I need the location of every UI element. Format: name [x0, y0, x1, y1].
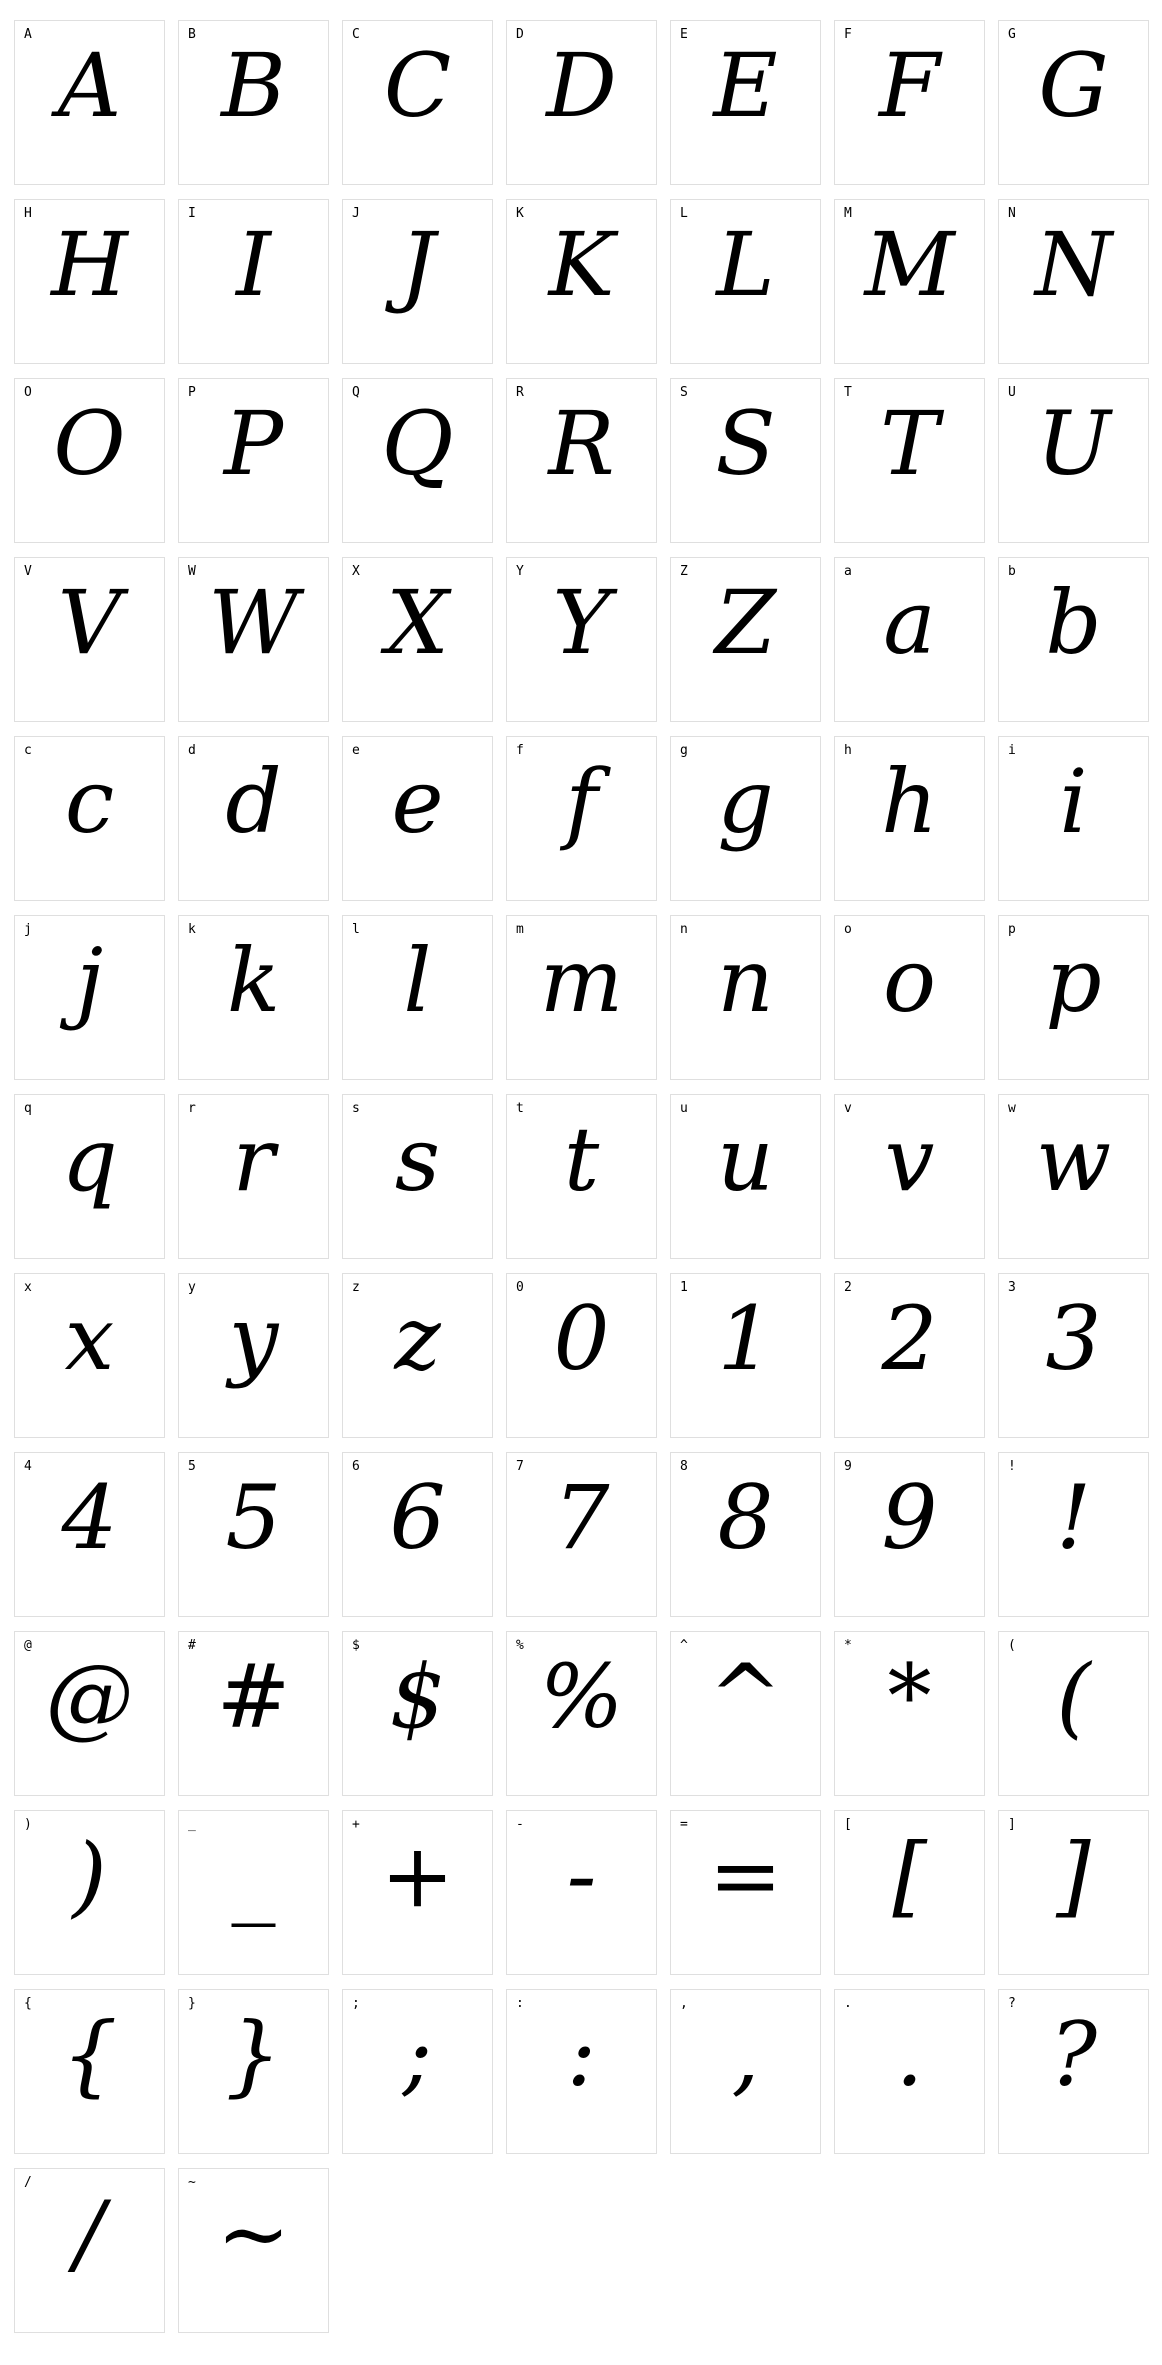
glyph: m [539, 929, 624, 1032]
glyph-cell [14, 736, 165, 901]
glyph: 1 [717, 1287, 774, 1390]
glyph-cell [342, 736, 493, 901]
glyph-label: z [352, 1280, 360, 1295]
glyph: ! [1055, 1466, 1092, 1569]
glyph-label: b [1008, 564, 1016, 579]
glyph-label: L [680, 206, 688, 221]
glyph: c [64, 750, 115, 853]
glyph: D [546, 34, 617, 137]
glyph-label: } [188, 1996, 196, 2011]
glyph-label: m [516, 922, 524, 937]
glyph-label: e [352, 743, 360, 758]
glyph: U [1036, 392, 1111, 495]
glyph-cell [342, 20, 493, 185]
glyph-label: s [352, 1101, 360, 1116]
glyph-cell [506, 736, 657, 901]
glyph: Z [714, 571, 777, 674]
glyph-cell [178, 915, 329, 1080]
glyph-cell [506, 1989, 657, 2154]
glyph-cell [178, 557, 329, 722]
glyph-cell [834, 199, 985, 364]
glyph: a [883, 571, 936, 674]
glyph-label: S [680, 385, 688, 400]
glyph-label: 7 [516, 1459, 524, 1474]
glyph-cell [834, 1094, 985, 1259]
glyph-cell [14, 1273, 165, 1438]
glyph: N [1035, 213, 1112, 316]
glyph-label: # [188, 1638, 196, 1653]
glyph-label: k [188, 922, 196, 937]
glyph-label: ! [1008, 1459, 1016, 1474]
glyph: ] [1056, 1824, 1091, 1927]
glyph: 9 [881, 1466, 938, 1569]
glyph: } [225, 2003, 282, 2106]
glyph: * [887, 1645, 932, 1748]
glyph: T [880, 392, 939, 495]
glyph: h [881, 750, 938, 853]
glyph-label: C [352, 27, 360, 42]
glyph: d [225, 750, 282, 853]
glyph-label: p [1008, 922, 1016, 937]
glyph-cell [998, 1631, 1149, 1796]
glyph-cell [14, 1989, 165, 2154]
glyph: A [57, 34, 122, 137]
glyph-label: 5 [188, 1459, 196, 1474]
glyph-label: T [844, 385, 852, 400]
glyph-cell [342, 1989, 493, 2154]
glyph-label: h [844, 743, 852, 758]
glyph-label: 6 [352, 1459, 360, 1474]
glyph-cell [834, 1989, 985, 2154]
glyph-label: Z [680, 564, 688, 579]
glyph-cell [998, 20, 1149, 185]
glyph-cell [342, 1452, 493, 1617]
glyph-label: H [24, 206, 32, 221]
glyph-label: { [24, 1996, 32, 2011]
glyph: b [1045, 571, 1102, 674]
glyph: 0 [553, 1287, 610, 1390]
glyph: p [1045, 929, 1102, 1032]
glyph-label: j [24, 922, 32, 937]
glyph-cell [998, 1989, 1149, 2154]
glyph-cell [342, 1810, 493, 1975]
glyph-label: . [844, 1996, 852, 2011]
glyph: s [394, 1108, 441, 1211]
glyph-cell [998, 1273, 1149, 1438]
glyph-cell [506, 1094, 657, 1259]
glyph-cell [178, 199, 329, 364]
glyph-cell [14, 378, 165, 543]
glyph: ; [402, 2003, 433, 2106]
glyph: l [403, 929, 432, 1032]
glyph: @ [45, 1645, 134, 1748]
glyph-cell [342, 1631, 493, 1796]
glyph-cell [834, 1452, 985, 1617]
glyph-label: A [24, 27, 32, 42]
glyph-label: W [188, 564, 196, 579]
glyph-label: : [516, 1996, 524, 2011]
glyph-cell [670, 557, 821, 722]
glyph-cell [834, 1810, 985, 1975]
glyph-label: 9 [844, 1459, 852, 1474]
glyph-cell [178, 1989, 329, 2154]
glyph: L [716, 213, 775, 316]
glyph: F [878, 34, 941, 137]
glyph: w [1035, 1108, 1112, 1211]
glyph-cell [506, 1273, 657, 1438]
glyph-cell [998, 915, 1149, 1080]
glyph-label: R [516, 385, 524, 400]
glyph-cell [670, 915, 821, 1080]
glyph: / [74, 2182, 105, 2285]
glyph-cell [178, 736, 329, 901]
glyph-cell [834, 736, 985, 901]
glyph-cell [178, 1094, 329, 1259]
glyph: O [53, 392, 126, 495]
glyph-label: V [24, 564, 32, 579]
glyph-cell [178, 1631, 329, 1796]
glyph-cell [506, 557, 657, 722]
glyph: G [1038, 34, 1109, 137]
glyph-label: , [680, 1996, 688, 2011]
glyph-cell [834, 557, 985, 722]
glyph-cell [178, 1273, 329, 1438]
glyph-cell [506, 1631, 657, 1796]
glyph: z [394, 1287, 441, 1390]
glyph: i [1059, 750, 1088, 853]
glyph-label: Q [352, 385, 360, 400]
glyph: n [717, 929, 774, 1032]
glyph-cell [342, 915, 493, 1080]
glyph-cell [14, 1094, 165, 1259]
glyph: P [223, 392, 284, 495]
glyph: # [216, 1645, 291, 1748]
glyph: , [731, 2003, 760, 2106]
glyph: J [399, 213, 436, 316]
glyph-label: ^ [680, 1638, 688, 1653]
glyph: k [226, 929, 281, 1032]
glyph-label: t [516, 1101, 524, 1116]
glyph: 8 [717, 1466, 774, 1569]
glyph-label: a [844, 564, 852, 579]
glyph-label: ~ [188, 2175, 196, 2190]
glyph: x [64, 1287, 115, 1390]
glyph-cell [506, 199, 657, 364]
glyph-label: r [188, 1101, 196, 1116]
glyph-cell [342, 1094, 493, 1259]
glyph-cell [670, 1810, 821, 1975]
glyph-label: B [188, 27, 196, 42]
glyph: f [565, 750, 598, 853]
glyph: _ [231, 1824, 276, 1927]
glyph-cell [342, 199, 493, 364]
glyph: 7 [553, 1466, 610, 1569]
glyph-label: 1 [680, 1280, 688, 1295]
glyph-cell [178, 1452, 329, 1617]
glyph-label: o [844, 922, 852, 937]
glyph-cell [342, 1273, 493, 1438]
glyph: j [75, 929, 104, 1032]
glyph-label: 2 [844, 1280, 852, 1295]
glyph: X [386, 571, 449, 674]
glyph: 2 [881, 1287, 938, 1390]
glyph-label: u [680, 1101, 688, 1116]
glyph-cell [670, 736, 821, 901]
glyph-cell [14, 20, 165, 185]
glyph-label: X [352, 564, 360, 579]
glyph-cell [506, 378, 657, 543]
glyph-label: G [1008, 27, 1016, 42]
glyph-cell [670, 199, 821, 364]
glyph-cell [342, 378, 493, 543]
glyph: ( [1056, 1645, 1091, 1748]
glyph: : [566, 2003, 597, 2106]
glyph-cell [998, 557, 1149, 722]
glyph-cell [670, 378, 821, 543]
glyph: H [51, 213, 128, 316]
glyph: q [61, 1108, 118, 1211]
glyph-label: 3 [1008, 1280, 1016, 1295]
glyph-cell [14, 557, 165, 722]
glyph-label: x [24, 1280, 32, 1295]
glyph-cell [998, 736, 1149, 901]
glyph-label: l [352, 922, 360, 937]
glyph-label: w [1008, 1101, 1016, 1116]
glyph-cell [670, 20, 821, 185]
glyph-label: _ [188, 1817, 196, 1832]
glyph-cell [670, 1989, 821, 2154]
glyph: t [563, 1108, 600, 1211]
glyph: I [236, 213, 271, 316]
glyph-cell [178, 2168, 329, 2333]
glyph: [ [892, 1824, 927, 1927]
glyph-cell [998, 1094, 1149, 1259]
glyph: S [715, 392, 776, 495]
glyph-label: ( [1008, 1638, 1016, 1653]
glyph-label: I [188, 206, 196, 221]
glyph-label: + [352, 1817, 360, 1832]
glyph-label: v [844, 1101, 852, 1116]
glyph-cell [998, 378, 1149, 543]
glyph-label: M [844, 206, 852, 221]
glyph-cell [670, 1452, 821, 1617]
glyph-label: c [24, 743, 32, 758]
glyph: u [717, 1108, 774, 1211]
glyph-cell [998, 1810, 1149, 1975]
glyph-cell [998, 1452, 1149, 1617]
glyph: 3 [1045, 1287, 1102, 1390]
glyph-label: D [516, 27, 524, 42]
glyph: { [61, 2003, 118, 2106]
glyph-label: O [24, 385, 32, 400]
glyph-cell [14, 1631, 165, 1796]
glyph: r [232, 1108, 275, 1211]
glyph-cell [14, 1452, 165, 1617]
glyph-label: 0 [516, 1280, 524, 1295]
glyph: M [864, 213, 955, 316]
glyph-cell [670, 1273, 821, 1438]
glyph-label: * [844, 1638, 852, 1653]
glyph-label: E [680, 27, 688, 42]
glyph: . [895, 2003, 924, 2106]
glyph: v [884, 1108, 935, 1211]
glyph: - [566, 1824, 597, 1927]
glyph-label: % [516, 1638, 524, 1653]
glyph: 6 [389, 1466, 446, 1569]
glyph-label: f [516, 743, 524, 758]
glyph-label: ; [352, 1996, 360, 2011]
glyph: ? [1049, 2003, 1098, 2106]
glyph-cell [670, 1094, 821, 1259]
glyph-cell [506, 915, 657, 1080]
glyph-label: 8 [680, 1459, 688, 1474]
glyph-cell [506, 1452, 657, 1617]
glyph: 4 [61, 1466, 118, 1569]
glyph: e [391, 750, 444, 853]
glyph-label: @ [24, 1638, 32, 1653]
glyph-label: i [1008, 743, 1016, 758]
glyph-cell [506, 1810, 657, 1975]
glyph-label: / [24, 2175, 32, 2190]
glyph: g [717, 750, 774, 853]
glyph-label: P [188, 385, 196, 400]
glyph: E [713, 34, 778, 137]
glyph-cell [834, 378, 985, 543]
glyph-cell [834, 1631, 985, 1796]
glyph-label: - [516, 1817, 524, 1832]
glyph-label: ) [24, 1817, 32, 1832]
glyph: 5 [225, 1466, 282, 1569]
glyph-cell [14, 1810, 165, 1975]
glyph-cell [178, 20, 329, 185]
glyph-label: q [24, 1101, 32, 1116]
glyph: Y [552, 571, 611, 674]
glyph-cell [506, 20, 657, 185]
glyph: W [208, 571, 299, 674]
glyph: % [539, 1645, 624, 1748]
glyph-label: ] [1008, 1817, 1016, 1832]
glyph-cell [14, 915, 165, 1080]
glyph-label: ? [1008, 1996, 1016, 2011]
glyph-label: N [1008, 206, 1016, 221]
glyph: R [548, 392, 615, 495]
glyph: K [548, 213, 615, 316]
glyph-label: g [680, 743, 688, 758]
glyph: Q [381, 392, 454, 495]
glyph-cell [178, 378, 329, 543]
glyph-label: y [188, 1280, 196, 1295]
glyph: y [228, 1287, 279, 1390]
glyph-label: d [188, 743, 196, 758]
glyph-cell [14, 2168, 165, 2333]
glyph-cell [834, 1273, 985, 1438]
glyph-label: K [516, 206, 524, 221]
glyph-cell [834, 915, 985, 1080]
glyph-cell [670, 1631, 821, 1796]
glyph-label: Y [516, 564, 524, 579]
glyph-label: [ [844, 1817, 852, 1832]
glyph-cell [834, 20, 985, 185]
glyph-label: 4 [24, 1459, 32, 1474]
glyph-cell [998, 199, 1149, 364]
glyph: = [708, 1824, 783, 1927]
glyph-label: U [1008, 385, 1016, 400]
glyph-cell [178, 1810, 329, 1975]
glyph-cell [14, 199, 165, 364]
glyph: ^ [708, 1645, 783, 1748]
glyph-label: J [352, 206, 360, 221]
glyph-label: $ [352, 1638, 360, 1653]
glyph: C [383, 34, 452, 137]
glyph-label: n [680, 922, 688, 937]
glyph: ) [72, 1824, 107, 1927]
glyph: o [883, 929, 936, 1032]
glyph: V [57, 571, 122, 674]
glyph-label: = [680, 1817, 688, 1832]
glyph: $ [389, 1645, 446, 1748]
glyph: + [380, 1824, 455, 1927]
glyph-cell [342, 557, 493, 722]
glyph: B [221, 34, 286, 137]
glyph-label: F [844, 27, 852, 42]
glyph: ~ [216, 2182, 291, 2285]
